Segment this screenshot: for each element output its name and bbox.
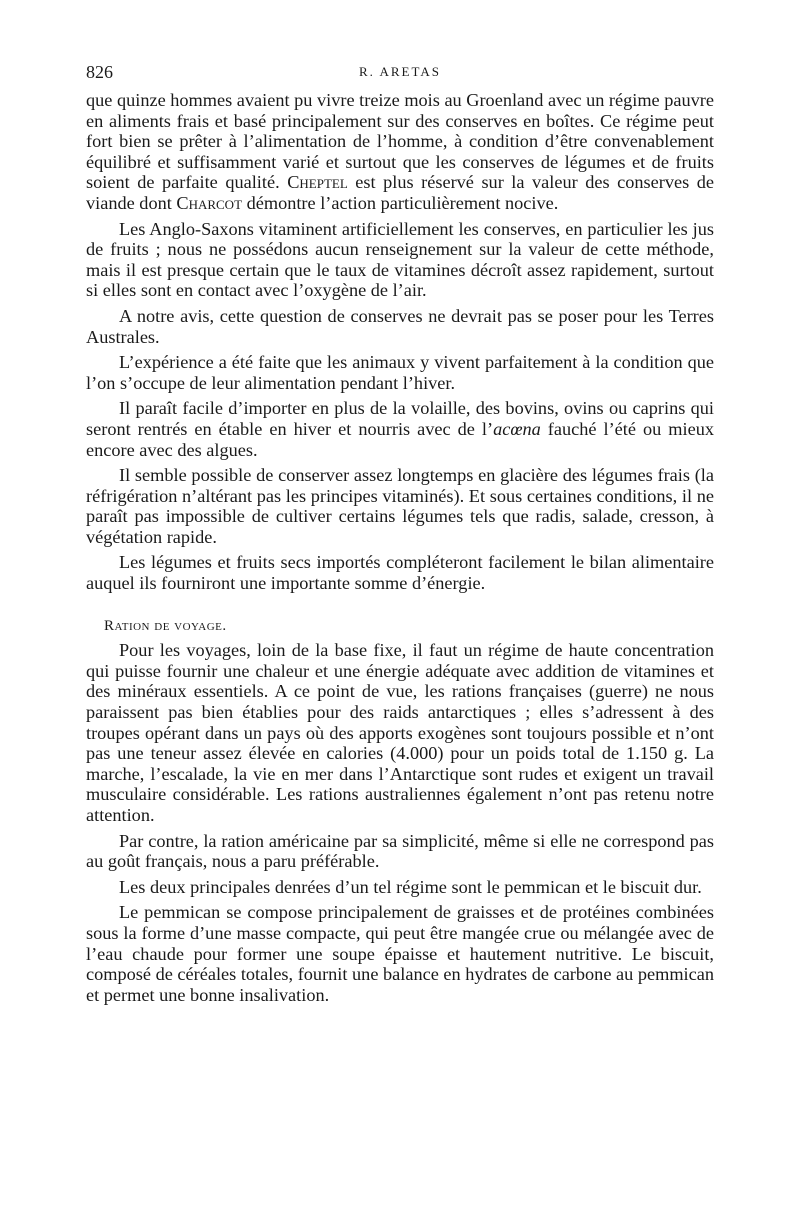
text-run: Les deux principales denrées d’un tel régime sont le pemmican et le biscuit dur.	[119, 876, 702, 897]
text-run: est plus réservé sur la valeur des conserves de viande dont	[86, 172, 715, 213]
text-run: Pour les voyages, loin de la base fixe, il faut un régime de haute concentration qui puisse fournir une chaleur et une énergie adéquate avec addition de vitamines et des minéraux essentiels. A ce point de vue, les rations françaises (guerre) ne nous paraissent pas bien établies pour des raids antarctiques ; elles s’adressent à des troupes opérant dans un pays où des apports exogènes sont toujours possible et n’ont pas une teneur assez élevée en calories (4.000) pour un poids total de 1.150 g. La marche, l’escalade, la vie en mer dans l’Antarctique sont rudes et exigent un travail musculaire considérable. Les rations australiennes également n’ont pas retenu notre attention.	[86, 640, 714, 825]
text-run: démontre l’action particulièrement nocive.	[242, 192, 559, 213]
running-title: R. ARETAS	[359, 64, 441, 79]
running-head	[86, 62, 714, 90]
text-run: Il paraît facile d’importer en plus de la volaille, des bovins, ovins ou caprins qui seront rentrés en étable en hiver et nourris avec de l’	[86, 398, 714, 439]
text-run: Les légumes et fruits secs importés compléteront facilement le bilan alimentaire auquel ils fourniront une importante somme d’énergie.	[86, 552, 714, 594]
paragraph	[86, 877, 714, 898]
section-heading: Ration de voyage.	[104, 617, 227, 634]
document-page	[86, 62, 714, 1010]
paragraph	[86, 831, 714, 872]
italic-term: acœna	[493, 418, 541, 439]
paragraph	[86, 398, 714, 460]
text-run: Les Anglo-Saxons vitaminent artificiellement les conserves, en particulier les jus de fruits ; nous ne possédons aucun renseignement sur la valeur de cette méthode, mais il est presque certain que le taux de vitamines décroît assez rapidement, surtout si elles sont en contact avec l’oxygène de l’air.	[86, 218, 714, 301]
author-name: Charcot	[176, 192, 243, 213]
paragraph	[86, 219, 714, 301]
text-run: A notre avis, cette question de conserves ne devrait pas se poser pour les Terres Australes.	[86, 305, 714, 347]
paragraph	[86, 902, 714, 1005]
text-run: Il semble possible de conserver assez longtemps en glacière des légumes frais (la réfrigération n’altérant pas les principes vitaminés). Et sous certaines conditions, il ne paraît pas impossible de cultiver certains légumes tels que radis, salade, cresson, à végétation rapide.	[86, 465, 714, 547]
text-run: Par contre, la ration américaine par sa simplicité, même si elle ne correspond pas au goût français, nous a paru préférable.	[86, 830, 714, 872]
paragraph	[86, 306, 714, 347]
body-text	[86, 90, 714, 1005]
text-run: fauché l’été ou mieux encore avec des algues.	[86, 418, 714, 460]
paragraph	[86, 90, 714, 214]
paragraph	[86, 352, 714, 393]
text-run: Le pemmican se compose principalement de graisses et de protéines combinées sous la forme d’une masse compacte, qui peut être mangée crue ou mélangée avec de l’eau chaude pour former une soupe épaisse et hautement nutritive. Le biscuit, composé de céréales totales, fournit une balance en hydrates de carbone au pemmican et permet une bonne insalivation.	[86, 902, 714, 1005]
paragraph	[86, 465, 714, 547]
paragraph	[86, 552, 714, 593]
author-name: Cheptel	[287, 172, 348, 193]
paragraph	[86, 640, 714, 825]
page-number: 826	[86, 62, 113, 82]
text-run: L’expérience a été faite que les animaux y vivent parfaitement à la condition que l’on s’occupe de leur alimentation pendant l’hiver.	[86, 352, 714, 393]
text-run: que quinze hommes avaient pu vivre treize mois au Groenland avec un régime pauvre en aliments frais et basé principalement sur des conserves en boîtes. Ce régime peut fort bien se prêter à l’alimentation de l’homme, à condition d’être convenablement équilibré et suffisamment varié et surtout que les conserves de légumes et de fruits soient de parfaite qualité.	[86, 90, 714, 193]
